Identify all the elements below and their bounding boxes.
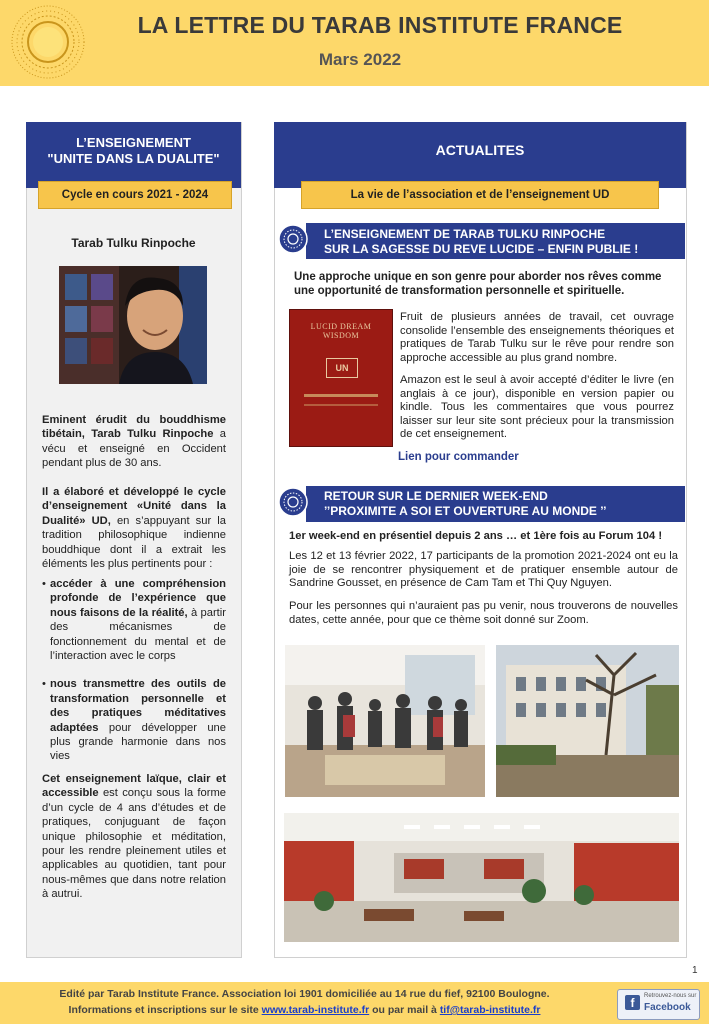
- teaching-banner: [26, 122, 241, 188]
- website-link[interactable]: www.tarab-institute.fr: [261, 1004, 370, 1016]
- weekend-paragraph-2: Pour les personnes qui n’auraient pas pu venir, nous trouverons de nouvelles dates, cette année, pour que ce thème soit donné sur Zoom.: [289, 600, 678, 626]
- footer-contact-line: [0, 1004, 609, 1016]
- mandala-icon: [278, 224, 308, 254]
- footer-publisher-line: Edité par Tarab Institute France. Association loi 1901 domiciliée au 14 rue du fief, 92100 Boulogne.: [59, 988, 550, 1000]
- book-section-title-line2: SUR LA SAGESSE DU REVE LUCIDE – ENFIN PUBLIE !: [324, 242, 639, 256]
- courtyard-photo: [496, 645, 679, 797]
- weekend-paragraph-1: Les 12 et 13 février 2022, 17 participants de la promotion 2021-2024 ont eu la joie de se rencontrer physiquement et de pratiquer ensemble autour de Sandrine Gousset, en présence de Cam Tam et Thi Quy Nguyen.: [289, 550, 678, 590]
- email-link[interactable]: tif@tarab-institute.fr: [439, 1004, 541, 1016]
- book-paragraph-1: Fruit de plusieurs années de travail, cet ouvrage consolide l’ensemble des enseignements théoriques et pratiques de Tarab Tulku sur le rêve pour rendre son approche accessible au plus grand nombre.: [400, 311, 674, 364]
- book-section-title-line1: L’ENSEIGNEMENT DE TARAB TULKU RINPOCHE: [324, 227, 606, 241]
- intro-rest: a vécu et enseigné en Occident pendant plus de 30 ans.: [42, 428, 226, 470]
- page-number: 1: [692, 965, 698, 976]
- book-section-lead: Une approche unique en son genre pour aborder nos rêves comme une opportunité de transformation personnelle et spirituelle.: [294, 271, 662, 297]
- book-cover-badge: UN: [326, 358, 358, 378]
- cycle-tab: Cycle en cours 2021 - 2024: [38, 181, 232, 209]
- book-cover-title: LUCID DREAM WISDOM: [310, 322, 372, 340]
- facebook-caption: Retrouvez-nous sur: [644, 993, 697, 999]
- footer-contact-mid: ou par mail à: [369, 1004, 440, 1016]
- bullet-bold: nous transmettre des outils de transformation personnelle et des pratiques méditatives adaptées: [50, 678, 226, 734]
- cycle-description: [42, 485, 226, 571]
- book-cover: [289, 309, 393, 447]
- weekend-section-title-line2: ’’PROXIMITE A SOI ET OUVERTURE AU MONDE ’’: [324, 504, 607, 518]
- goals-list: [42, 577, 226, 778]
- bullet-rest: à partir des mécanismes de fonctionnement du mental et de l’interaction avec le corps: [50, 606, 226, 663]
- bullet-icon: •: [42, 678, 46, 691]
- news-banner: ACTUALITES: [274, 122, 686, 188]
- issue-date: Mars 2022: [318, 50, 402, 69]
- closing-bold: Cet enseignement laïque, clair et accessible: [42, 773, 226, 800]
- newsletter-title: LA LETTRE DU TARAB INSTITUTE FRANCE: [137, 12, 623, 38]
- list-item: [42, 577, 226, 663]
- book-cover-rule: [304, 394, 378, 397]
- bullet-rest: pour développer une plus grande harmonie dans nos vies: [50, 721, 226, 763]
- group-photo: [285, 645, 485, 797]
- book-section-banner: [306, 223, 685, 259]
- order-link[interactable]: Lien pour commander: [398, 451, 519, 463]
- facebook-label[interactable]: Facebook: [644, 1002, 691, 1013]
- intro-paragraph: [42, 413, 226, 471]
- teacher-name: Tarab Tulku Rinpoche: [71, 236, 196, 250]
- teaching-banner-line2: "UNITE DANS LA DUALITE": [47, 151, 220, 166]
- closing-paragraph: [42, 772, 226, 902]
- teacher-photo: [59, 266, 207, 384]
- cycle-bold: Il a élaboré et développé le cycle d’enseignement «Unité dans la Dualité» UD,: [42, 486, 226, 527]
- bullet-bold: accéder à une compréhension profonde de l’expérience que nous faisons de la réalité,: [50, 578, 226, 619]
- mandala-icon: [278, 487, 308, 517]
- intro-bold: Eminent érudit du bouddhisme tibétain, Tarab Tulku Rinpoche: [42, 414, 226, 441]
- book-paragraph-2: Amazon est le seul à avoir accepté d’éditer le livre (en anglais à ce jour), disponible en version papier ou kindle. Tous les commentaires que vous pourrez laisser sur leur site sont précieux pour la transmission de cet enseignement.: [400, 374, 674, 441]
- weekend-section-lead: 1er week-end en présentiel depuis 2 ans … et 1ère fois au Forum 104 !: [289, 530, 663, 542]
- sun-logo-icon: [10, 4, 86, 80]
- teaching-banner-line1: L’ENSEIGNEMENT: [76, 135, 191, 150]
- bullet-icon: •: [42, 578, 46, 590]
- list-item: [42, 677, 226, 763]
- news-subtitle-tab: La vie de l’association et de l’enseignement UD: [301, 181, 659, 209]
- closing-rest: est conçu sous la forme d’un cycle de 4 ans d’études et de pratiques, conjuguant de façon unique philosophie et méditation, pour les rendre pleinement utiles et applicables au quotidien, tant pour nous-mêmes que dans notre relation à autrui.: [42, 787, 226, 901]
- weekend-section-title-line1: RETOUR SUR LE DERNIER WEEK-END: [324, 489, 548, 503]
- cycle-rest: en s’appuyant sur la tradition philosophique indienne bouddhique dont il a extrait les éléments les plus pertinents pour :: [42, 514, 226, 571]
- book-cover-rule: [304, 404, 378, 406]
- facebook-icon[interactable]: f: [625, 995, 640, 1010]
- forum-hall-photo: [284, 813, 679, 942]
- weekend-section-banner: [306, 486, 685, 522]
- footer-contact-prefix: Informations et inscriptions sur le site: [68, 1004, 262, 1016]
